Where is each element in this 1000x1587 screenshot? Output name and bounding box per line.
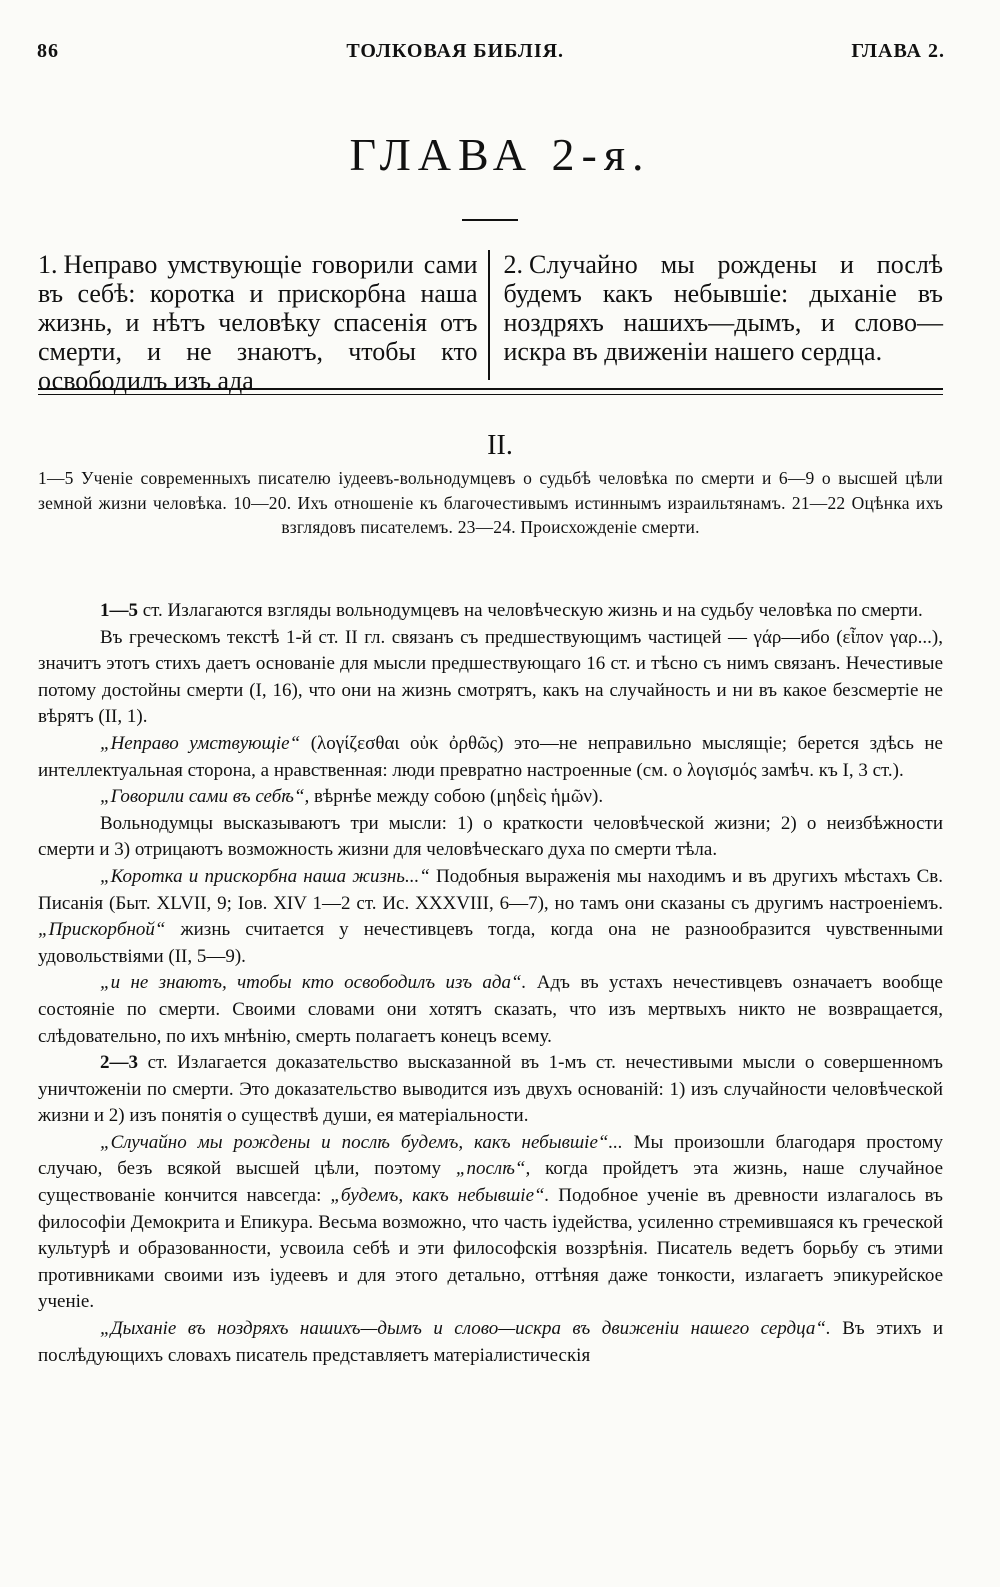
verse-2 <box>488 250 944 380</box>
title-divider <box>462 219 518 221</box>
running-title: ТОЛКОВАЯ БИБЛІЯ. <box>346 40 565 62</box>
page-number: 86 <box>37 40 59 62</box>
quotation: „будемъ, какъ небывшіе“. <box>330 1185 550 1207</box>
verse-text: Неправо умствующіе говорили сами въ себѣ: коротка и прискорбна наша жизнь, и нѣтъ человѣку спасенія отъ смерти, и не знаютъ, чтобы кто освободилъ изъ ада <box>38 250 478 395</box>
commentary-paragraph: 2—3 ст. Излагается доказательство высказанной въ 1-мъ ст. нечестивыми мысли о совершенномъ уничтоженіи по смерти. Это доказательство выводится изъ двухъ основаній: 1) изъ случайности человѣческой жизни и 2) изъ понятія о существѣ души, ея матеріальности. <box>38 1052 944 1127</box>
quotation: „Дыханіе въ ноздряхъ нашихъ—дымъ и слово—искра въ движеніи нашего сердца“. <box>100 1318 831 1340</box>
section-divider <box>38 388 943 395</box>
commentary-paragraph: „Коротка и прискорбна наша жизнь...“ Подобныя выраженія мы находимъ и въ другихъ мѣстахъ Св. Писанія (Быт. XLVII, 9; Іов. XIV 1—2 ст. Ис. XXXVIII, 6—7), но тамъ они сказаны съ другимъ настроеніемъ. „Прискорбной“ жизнь считается у нечестивцевъ тогда, когда она не разнообразится чувственными удовольствіями (II, 5—9). <box>38 865 944 967</box>
verse-1 <box>38 250 488 395</box>
verse-number: 1. <box>38 250 58 279</box>
quotation: „Прискорбной“ <box>38 919 166 941</box>
quotation: „Случайно мы рождены и послѣ будемъ, какъ небывшіе“... <box>100 1131 623 1153</box>
scripture-verses <box>38 250 943 395</box>
verse-text: Случайно мы рождены и послѣ будемъ какъ небывшіе: дыханіе въ ноздряхъ нашихъ—дымъ, и слово—искра въ движеніи нашего сердца. <box>503 250 943 366</box>
commentary <box>38 598 943 1369</box>
quotation: „и не знаютъ, чтобы кто освободилъ изъ ада“. <box>100 972 527 994</box>
quotation: „Коротка и прискорбна наша жизнь...“ <box>100 865 430 887</box>
commentary-paragraph: „Дыханіе въ ноздряхъ нашихъ—дымъ и слово—искра въ движеніи нашего сердца“. Въ этихъ и послѣдующихъ словахъ писатель представляетъ матеріалистическія <box>38 1318 943 1366</box>
verse-range: 1—5 <box>100 600 138 621</box>
commentary-paragraph: Вольнодумцы высказываютъ три мысли: 1) о краткости человѣческой жизни; 2) о неизбѣжности смерти и 3) отрицаютъ возможность жизни для человѣческаго духа по смерти тѣла. <box>38 812 943 861</box>
quotation: „Говорили сами въ себѣ“, <box>100 786 310 808</box>
chapter-label: ГЛАВА 2. <box>851 40 945 62</box>
commentary-paragraph: „и не знаютъ, чтобы кто освободилъ изъ ада“. Адъ въ устахъ нечестивцевъ означаетъ вообще состояніе по смерти. Своими словами они хотятъ сказать, что изъ мертвыхъ никто не возвращается, слѣдовательно, по ихъ мнѣнію, смерть полагаетъ конецъ всему. <box>38 972 943 1047</box>
commentary-paragraph: „Случайно мы рождены и послѣ будемъ, какъ небывшіе“... Мы произошли благодаря простому случаю, безъ всякой высшей цѣли, поэтому „послѣ“, когда пройдетъ эта жизнь, наше случайное существованіе кончится навсегда: „будемъ, какъ небывшіе“. Подобное ученіе въ древности излагалось въ философіи Демокрита и Епикура. Весьма возможно, что часть іудейства, усиленно стремившаяся къ греческой культурѣ и образованности, усвоила себѣ и эти философскія воззрѣнія. Писатель ведетъ борьбу съ этими противниками своими изъ іудеевъ и для этого детально, оттѣняя даже тонкости, излагаетъ эпикурейское ученіе. <box>38 1131 944 1313</box>
commentary-paragraph: „Неправо умствующіе“ (λογίζεσθαι οὐκ ὀρθῶς) это—не неправильно мыслящіе; берется здѣсь не интеллектуальная сторона, а нравственная: люди превратно настроенные (см. о λογισμός замѣч. къ I, 3 ст.). <box>38 732 943 781</box>
section-summary: 1—5 Ученіе современныхъ писателю іудеевъ-вольнодумцевъ о судьбѣ человѣка по смерти и 6—9 о высшей цѣли земной жизни человѣка. 10—20. Ихъ отношеніе къ благочестивымъ истиннымъ израильтянамъ. 21—22 Оцѣнка ихъ взглядовъ писателемъ. 23—24. Происхожденіе смерти. <box>38 468 943 537</box>
quotation: „Неправо умствующіе“ <box>100 732 301 754</box>
section-number: II. <box>487 430 513 461</box>
quotation: „послѣ“, <box>455 1158 531 1180</box>
commentary-paragraph: „Говорили сами въ себѣ“, вѣрнѣе между собою (μηδεὶς ἡμῶν). <box>100 786 604 808</box>
chapter-title: ГЛАВА 2-я. <box>349 129 651 180</box>
running-header <box>37 40 945 63</box>
verse-range: 2—3 <box>100 1052 138 1074</box>
verse-number: 2. <box>503 250 523 279</box>
commentary-paragraph: 1—5 ст. Излагаются взгляды вольнодумцевъ на человѣческую жизнь и на судьбу человѣка по смерти. <box>100 600 923 621</box>
commentary-paragraph: Въ греческомъ текстѣ 1-й ст. II гл. связанъ съ предшествующимъ частицей — γάρ—ибо (εἶπον γαρ...), значитъ этотъ стихъ даетъ основаніе для мысли предшествующаго 16 ст. и тѣсно съ нимъ связанъ. Нечестивые потому достойны смерти (I, 16), что они на жизнь смотрятъ, какъ на случайность и ни въ какое безсмертіе не вѣрятъ (II, 1). <box>38 626 943 728</box>
